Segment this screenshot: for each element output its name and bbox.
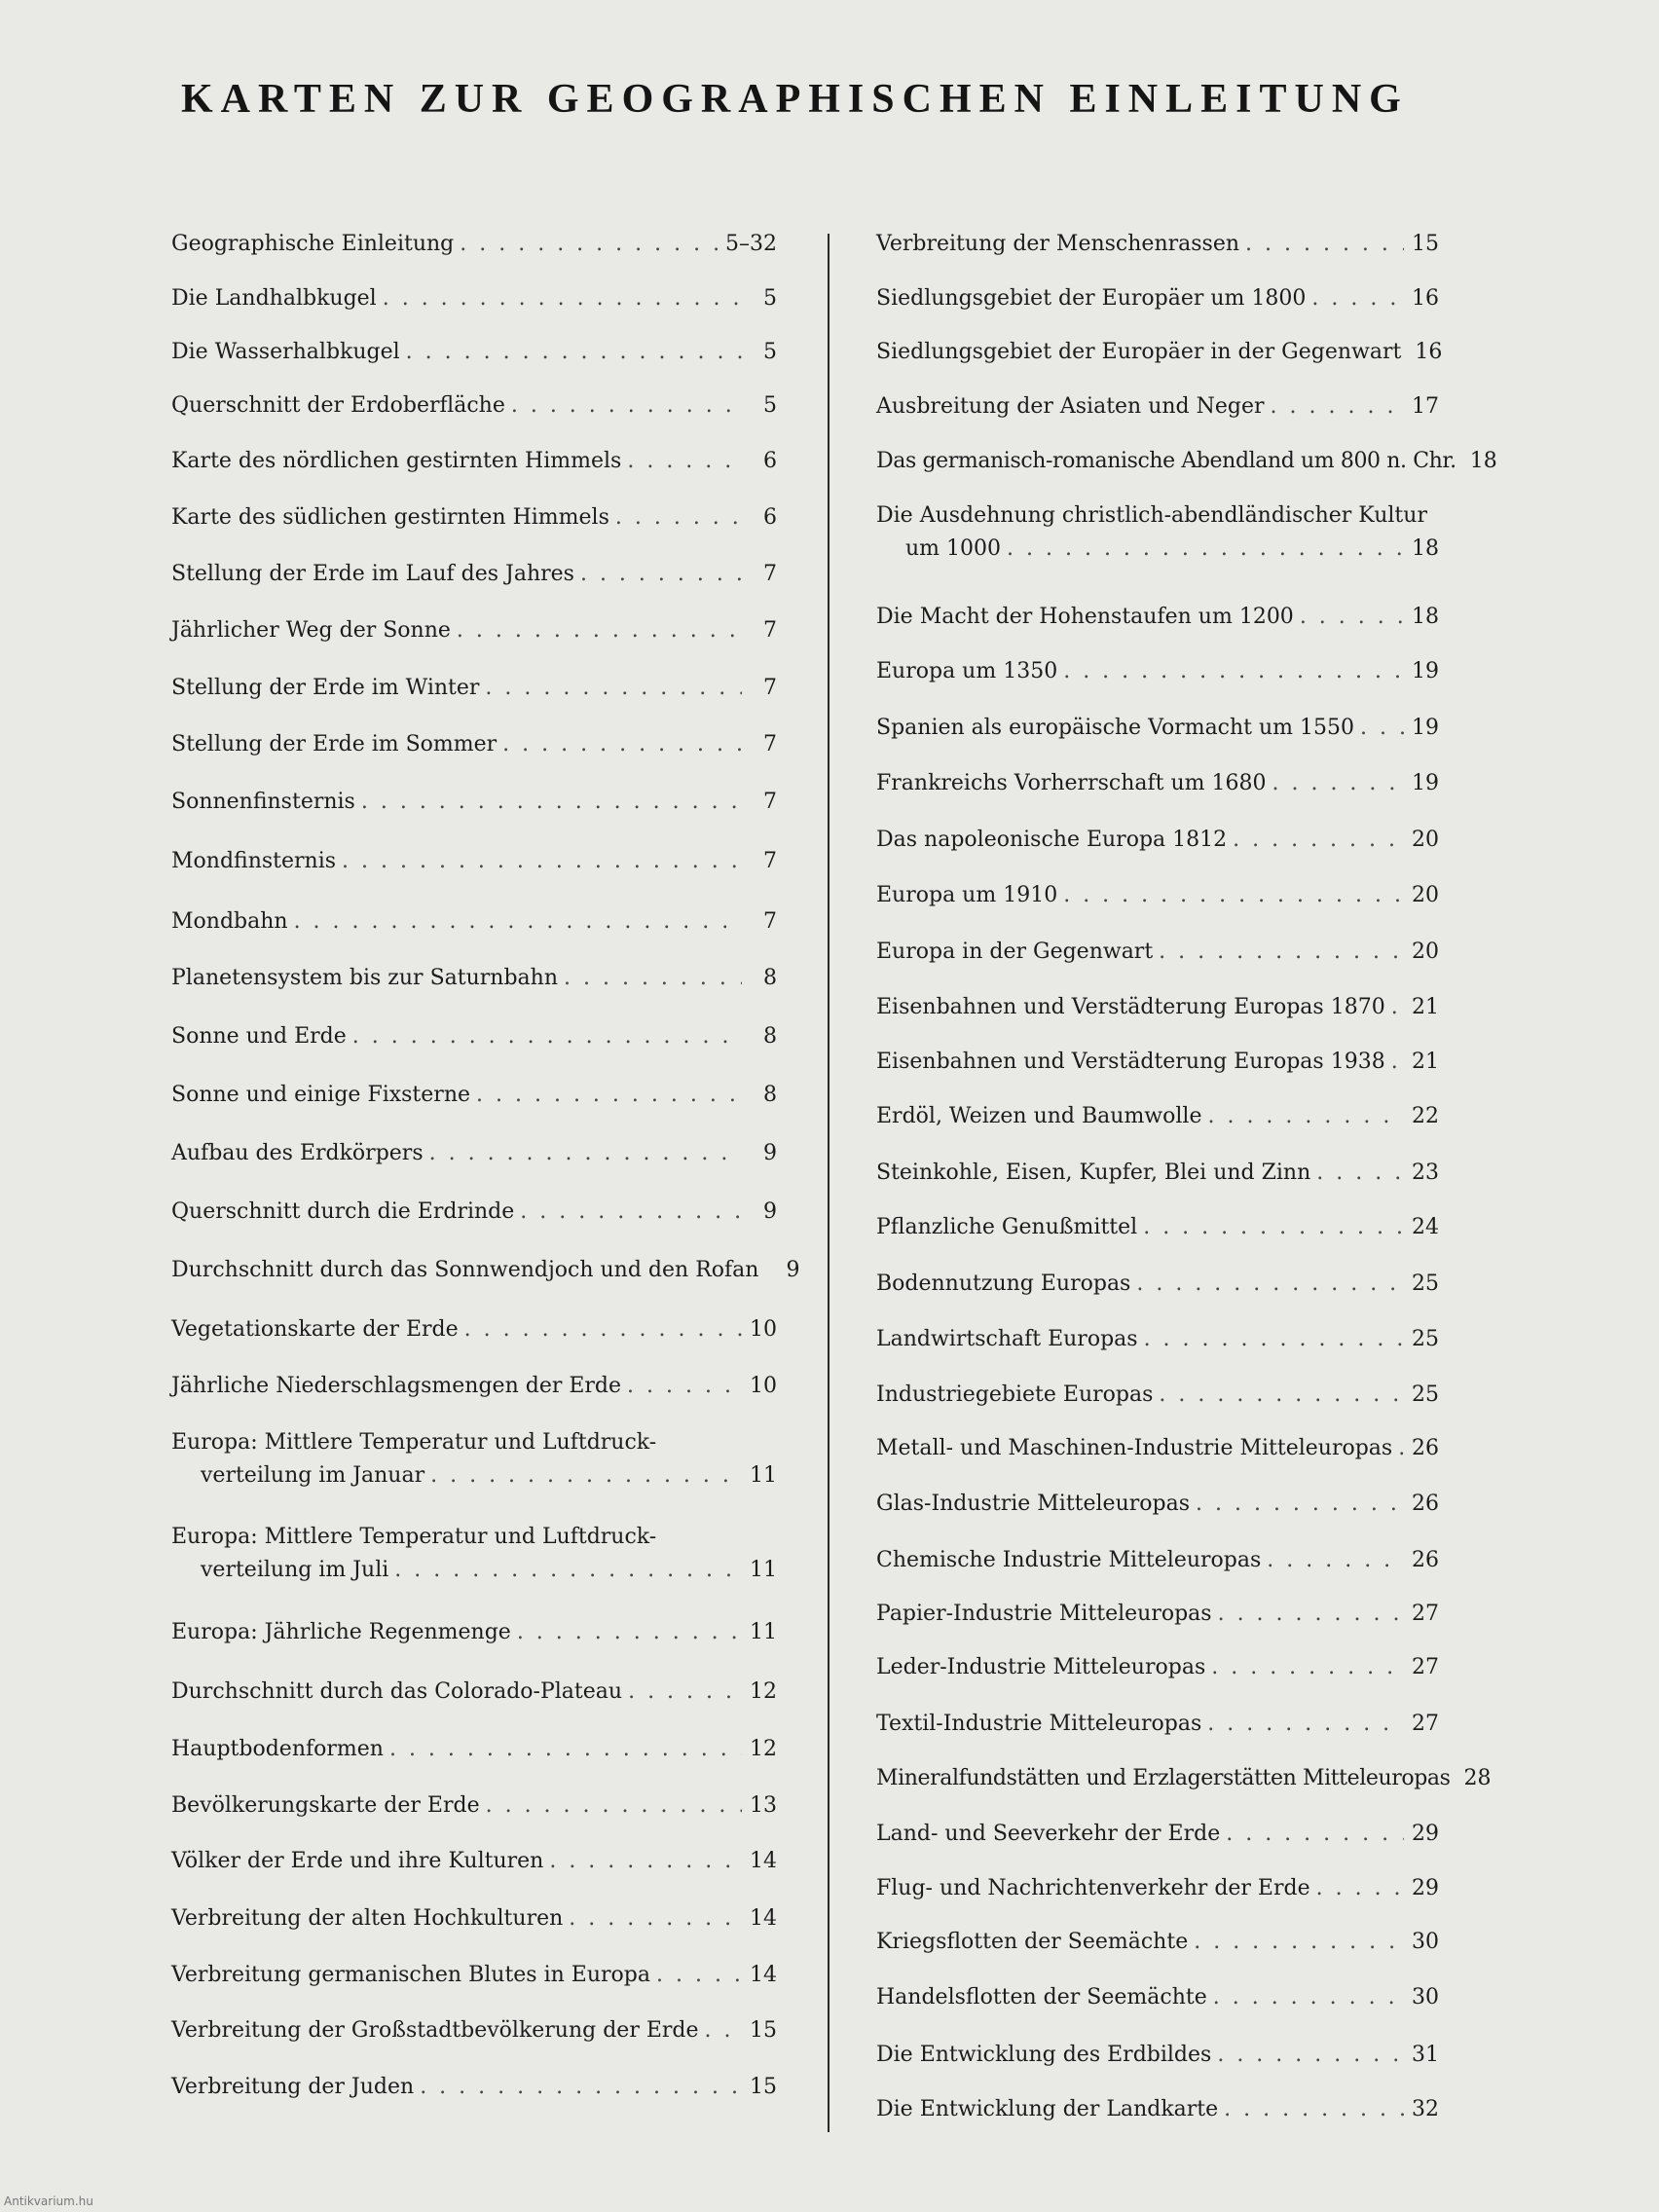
toc-entry — [876, 1981, 1439, 2014]
toc-entry-title: Das germanisch-romanische Abendland um 800 n. Chr. — [876, 449, 1456, 473]
toc-page-number: 30 — [1412, 1985, 1439, 2009]
toc-page-number: 14 — [750, 1849, 777, 1873]
dot-leader — [520, 1196, 742, 1229]
toc-entry — [876, 1488, 1439, 1521]
toc-entry-title: Die Wasserhalbkugel — [171, 340, 400, 364]
dot-leader — [1245, 228, 1404, 261]
toc-page-number: 31 — [1412, 2043, 1439, 2067]
toc-entry — [876, 879, 1439, 912]
toc-entry-title: Eisenbahnen und Verstädterung Europas 1938 — [876, 1050, 1385, 1074]
toc-entry — [876, 2093, 1439, 2126]
toc-entry — [171, 905, 777, 939]
dot-leader — [1224, 2093, 1404, 2126]
toc-entry-title: Papier-Industrie Mitteleuropas — [876, 1602, 1212, 1626]
toc-entry-title: Sonne und Erde — [171, 1024, 347, 1049]
toc-page-number: 24 — [1412, 1215, 1439, 1239]
dot-leader — [1271, 390, 1404, 424]
toc-entry — [171, 445, 777, 478]
dot-leader — [1316, 1872, 1404, 1905]
toc-entry-title: Querschnitt durch die Erdrinde — [171, 1199, 515, 1224]
toc-entry-title: Europa um 1350 — [876, 659, 1058, 683]
toc-page-number: 7 — [763, 732, 777, 756]
toc-page-number: 14 — [750, 1963, 777, 1987]
toc-entry — [171, 1020, 777, 1053]
toc-page-number: 6 — [763, 505, 777, 530]
dot-leader — [1226, 1818, 1404, 1851]
toc-entry — [171, 1079, 777, 1112]
dot-leader — [361, 786, 742, 819]
toc-page-number: 18 — [1469, 449, 1497, 473]
dot-leader — [1316, 1157, 1404, 1190]
toc-entry-title: Eisenbahnen und Verstädterung Europas 1870 — [876, 995, 1385, 1019]
toc-page-number: 30 — [1412, 1930, 1439, 1954]
dot-leader — [464, 1313, 742, 1346]
toc-entry-title: verteilung im Juli — [201, 1558, 389, 1582]
toc-entry-title: Sonnenfinsternis — [171, 790, 355, 814]
toc-entry — [876, 1323, 1439, 1356]
toc-page-number: 19 — [1412, 771, 1439, 795]
toc-page-number: 19 — [1412, 716, 1439, 740]
toc-entry — [171, 336, 777, 369]
toc-entry — [171, 1845, 777, 1878]
toc-page-number: 20 — [1412, 940, 1439, 964]
toc-page-number: 9 — [763, 1199, 777, 1224]
dot-leader — [705, 2014, 742, 2047]
toc-entry-title: Durchschnitt durch das Sonnwendjoch und den Rofan — [171, 1258, 759, 1282]
dot-leader — [627, 1370, 742, 1403]
toc-entry — [876, 1762, 1492, 1795]
toc-entry-title: Pflanzliche Genußmittel — [876, 1215, 1138, 1239]
toc-page-number: 17 — [1412, 394, 1439, 419]
dot-leader — [1063, 655, 1404, 688]
toc-entry-title: Völker der Erde und ihre Kulturen — [171, 1849, 544, 1873]
toc-entry — [876, 1708, 1439, 1741]
toc-entry-title: Verbreitung der Juden — [171, 2075, 415, 2099]
toc-page-number: 26 — [1412, 1492, 1439, 1516]
toc-entry — [876, 1100, 1439, 1133]
toc-page-number: 23 — [1412, 1161, 1439, 1185]
toc-entry — [171, 282, 777, 315]
toc-entry-title: Vegetationskarte der Erde — [171, 1317, 459, 1342]
toc-entry-title: Glas-Industrie Mitteleuropas — [876, 1492, 1190, 1516]
dot-leader — [1218, 1598, 1404, 1631]
toc-entry-title: Handelsflotten der Seemächte — [876, 1985, 1207, 2009]
toc-entry-title: Europa in der Gegenwart — [876, 940, 1154, 964]
toc-entry — [876, 1211, 1439, 1244]
toc-page-number: 29 — [1412, 1822, 1439, 1846]
toc-entry-title: Hauptbodenformen — [171, 1737, 384, 1761]
toc-entry — [876, 1651, 1439, 1684]
toc-entry-title: Frankreichs Vorherrschaft um 1680 — [876, 771, 1267, 795]
dot-leader — [1213, 1981, 1404, 2014]
toc-page-number: 7 — [763, 849, 777, 873]
toc-entry — [876, 1544, 1439, 1577]
dot-leader — [517, 1616, 742, 1649]
dot-leader — [656, 1959, 742, 1992]
toc-page-number: 11 — [750, 1463, 777, 1488]
dot-leader — [486, 1789, 742, 1823]
toc-entry-title: Sonne und einige Fixsterne — [171, 1083, 471, 1107]
toc-entry-title: Europa: Jährliche Regenmenge — [171, 1620, 511, 1644]
toc-page-number: 5–32 — [725, 232, 777, 256]
toc-entry — [876, 390, 1439, 424]
toc-page-number: 18 — [1412, 605, 1439, 629]
toc-entry-title: Mondfinsternis — [171, 849, 337, 873]
dot-leader — [485, 672, 742, 705]
toc-entry — [876, 1598, 1439, 1631]
toc-entry-title: Die Macht der Hohenstaufen um 1200 — [876, 605, 1294, 629]
toc-entry-title: Siedlungsgebiet der Europäer in der Gegenwart — [876, 340, 1402, 364]
dot-leader — [1159, 936, 1404, 969]
dot-leader — [1144, 1323, 1404, 1356]
dot-leader — [420, 2071, 742, 2104]
toc-entry — [876, 336, 1443, 369]
toc-entry — [876, 1872, 1439, 1905]
toc-page-number: 21 — [1412, 1050, 1439, 1074]
toc-entry-title-first-line: Europa: Mittlere Temperatur und Luftdruck- — [171, 1430, 657, 1455]
toc-entry — [171, 1733, 777, 1766]
toc-page-number: 20 — [1412, 828, 1439, 852]
dot-leader — [1194, 1926, 1404, 1959]
column-divider — [828, 234, 830, 2132]
toc-entry-title: Erdöl, Weizen und Baumwolle — [876, 1104, 1202, 1128]
dot-leader — [1063, 879, 1404, 912]
dot-leader — [628, 1676, 742, 1709]
toc-entry — [171, 1616, 777, 1649]
dot-leader — [383, 282, 742, 315]
toc-entry-title: Stellung der Erde im Lauf des Jahres — [171, 562, 574, 586]
toc-entry-title: Jährliche Niederschlagsmengen der Erde — [171, 1374, 622, 1398]
toc-entry-title: Bevölkerungskarte der Erde — [171, 1793, 480, 1818]
dot-leader — [429, 1137, 742, 1170]
toc-entry — [876, 1818, 1439, 1851]
toc-page-number: 19 — [1412, 659, 1439, 683]
toc-entry — [876, 499, 1439, 566]
dot-leader — [1398, 1432, 1404, 1465]
dot-leader — [1391, 1046, 1404, 1079]
toc-entry — [171, 845, 777, 878]
toc-entry-title: Geographische Einleitung — [171, 232, 455, 256]
toc-entry — [171, 786, 777, 819]
dot-leader — [569, 1902, 742, 1936]
dot-leader — [1007, 533, 1404, 566]
toc-page-number: 10 — [750, 1317, 777, 1342]
toc-page-number: 29 — [1412, 1876, 1439, 1900]
toc-entry — [876, 767, 1439, 800]
toc-entry — [876, 601, 1439, 634]
toc-page-number: 12 — [750, 1737, 777, 1761]
toc-entry — [171, 501, 777, 535]
toc-entry — [876, 2039, 1439, 2072]
dot-leader — [564, 962, 742, 995]
toc-page-number: 5 — [763, 340, 777, 364]
toc-entry-title: Industriegebiete Europas — [876, 1382, 1154, 1407]
toc-entry — [171, 1902, 777, 1936]
toc-entry — [876, 228, 1439, 261]
toc-entry — [876, 1157, 1439, 1190]
toc-page-number: 12 — [750, 1679, 777, 1704]
toc-page-number: 7 — [763, 790, 777, 814]
toc-page-number: 27 — [1412, 1712, 1439, 1736]
toc-page-number: 25 — [1412, 1327, 1439, 1351]
toc-entry-title: Mondbahn — [171, 909, 288, 934]
toc-entry — [171, 1959, 777, 1992]
toc-page-number: 16 — [1412, 286, 1439, 311]
dot-leader — [627, 445, 742, 478]
toc-entry-title: Land- und Seeverkehr der Erde — [876, 1822, 1221, 1846]
toc-page-number: 15 — [750, 2018, 777, 2043]
toc-page-number: 6 — [763, 449, 777, 473]
dot-leader — [1272, 767, 1404, 800]
toc-entry — [171, 614, 777, 647]
toc-entry-title: um 1000 — [905, 536, 1002, 561]
dot-leader — [352, 1020, 742, 1053]
dot-leader — [476, 1079, 742, 1112]
toc-entry — [876, 1268, 1439, 1301]
toc-page-number: 26 — [1412, 1548, 1439, 1572]
toc-entry-title: Verbreitung der Menschenrassen — [876, 232, 1240, 256]
toc-page-number: 21 — [1412, 995, 1439, 1019]
toc-entry-title: Flug- und Nachrichtenverkehr der Erde — [876, 1876, 1310, 1900]
toc-page-number: 28 — [1463, 1766, 1492, 1790]
toc-entry-title: Jährlicher Weg der Sonne — [171, 618, 451, 643]
toc-entry — [876, 1432, 1439, 1465]
toc-entry-title: Ausbreitung der Asiaten und Neger — [876, 394, 1265, 419]
dot-leader — [1211, 1651, 1404, 1684]
dot-leader — [511, 389, 742, 423]
toc-entry — [876, 1926, 1439, 1959]
toc-entry-title: Die Entwicklung des Erdbildes — [876, 2043, 1212, 2067]
toc-entry-title: Stellung der Erde im Sommer — [171, 732, 498, 756]
toc-entry — [876, 1046, 1439, 1079]
toc-entry — [171, 1137, 777, 1170]
toc-page-number: 20 — [1412, 883, 1439, 907]
toc-entry — [876, 445, 1497, 478]
toc-entry — [171, 1676, 777, 1709]
dot-leader — [389, 1733, 742, 1766]
toc-entry-title: Kriegsflotten der Seemächte — [876, 1930, 1189, 1954]
dot-leader — [1391, 991, 1404, 1024]
toc-page-number: 11 — [750, 1558, 777, 1582]
toc-page-number: 9 — [763, 1141, 777, 1165]
toc-entry-title: Karte des nördlichen gestirnten Himmels — [171, 449, 622, 473]
toc-entry-title: Stellung der Erde im Winter — [171, 676, 480, 700]
toc-entry — [171, 1426, 777, 1493]
toc-entry-title: Karte des südlichen gestirnten Himmels — [171, 505, 609, 530]
toc-page-number: 16 — [1415, 340, 1443, 364]
toc-page-number: 27 — [1412, 1655, 1439, 1679]
toc-page-number: 11 — [750, 1620, 777, 1644]
page-title: KARTEN ZUR GEOGRAPHISCHEN EINLEITUNG — [181, 77, 1409, 122]
toc-page-number: 5 — [763, 286, 777, 311]
dot-leader — [406, 336, 742, 369]
toc-page-number: 25 — [1412, 1382, 1439, 1407]
toc-entry — [171, 1521, 777, 1587]
dot-leader — [1267, 1544, 1404, 1577]
toc-entry — [171, 228, 777, 261]
dot-leader — [1300, 601, 1404, 634]
toc-entry-title: Verbreitung der Großstadtbevölkerung der Erde — [171, 2018, 699, 2043]
toc-entry — [171, 1789, 777, 1823]
dot-leader — [549, 1845, 742, 1878]
toc-entry — [171, 1370, 777, 1403]
toc-entry-title: Die Entwicklung der Landkarte — [876, 2097, 1219, 2121]
dot-leader — [394, 1554, 742, 1587]
toc-entry-title: Leder-Industrie Mitteleuropas — [876, 1655, 1206, 1679]
dot-leader — [430, 1459, 742, 1493]
toc-page-number: 8 — [763, 1024, 777, 1049]
toc-entry — [171, 389, 777, 423]
toc-entry-title: Mineralfundstätten und Erzlagerstätten Mitteleuropas — [876, 1766, 1451, 1790]
toc-entry-title: Planetensystem bis zur Saturnbahn — [171, 966, 558, 990]
dot-leader — [1159, 1379, 1404, 1412]
toc-page-number: 7 — [763, 676, 777, 700]
dot-leader — [502, 728, 742, 761]
toc-entry-title: Europa um 1910 — [876, 883, 1058, 907]
toc-entry — [171, 2071, 777, 2104]
dot-leader — [457, 614, 742, 647]
toc-page-number: 8 — [763, 966, 777, 990]
toc-entry — [171, 728, 777, 761]
toc-entry-title: Metall- und Maschinen-Industrie Mitteleuropas — [876, 1436, 1393, 1460]
toc-entry-title: Chemische Industrie Mitteleuropas — [876, 1548, 1262, 1572]
toc-entry — [171, 1196, 777, 1229]
toc-page-number: 18 — [1412, 536, 1439, 561]
toc-entry — [876, 712, 1439, 745]
dot-leader — [615, 501, 742, 535]
toc-entry-title: verteilung im Januar — [201, 1463, 425, 1488]
toc-entry — [876, 655, 1439, 688]
toc-page-number: 7 — [763, 562, 777, 586]
toc-entry-title-first-line: Europa: Mittlere Temperatur und Luftdruck- — [171, 1525, 657, 1549]
toc-entry — [171, 558, 777, 591]
toc-entry-title-first-line: Die Ausdehnung christlich-abendländischer Kultur — [876, 503, 1427, 528]
dot-leader — [342, 845, 742, 878]
dot-leader — [1360, 712, 1404, 745]
toc-page-number: 8 — [763, 1083, 777, 1107]
toc-entry-title: Durchschnitt durch das Colorado-Plateau — [171, 1679, 623, 1704]
toc-entry-title: Querschnitt der Erdoberfläche — [171, 393, 505, 418]
toc-entry — [876, 936, 1439, 969]
toc-page-number: 25 — [1412, 1272, 1439, 1296]
toc-page-number: 22 — [1412, 1104, 1439, 1128]
toc-entry-title: Die Landhalbkugel — [171, 286, 377, 311]
dot-leader — [1196, 1488, 1404, 1521]
dot-leader — [1217, 2039, 1404, 2072]
toc-entry-title: Textil-Industrie Mitteleuropas — [876, 1712, 1202, 1736]
watermark: Antikvarium.hu — [4, 2194, 93, 2208]
toc-entry — [876, 1379, 1439, 1412]
toc-entry-title: Das napoleonische Europa 1812 — [876, 828, 1228, 852]
toc-entry-title: Steinkohle, Eisen, Kupfer, Blei und Zinn — [876, 1161, 1311, 1185]
toc-page-number: 15 — [750, 2075, 777, 2099]
toc-page-number: 27 — [1412, 1602, 1439, 1626]
toc-page-number: 13 — [750, 1793, 777, 1818]
dot-leader — [580, 558, 742, 591]
dot-leader — [460, 228, 719, 261]
toc-entry-title: Landwirtschaft Europas — [876, 1327, 1138, 1351]
toc-entry — [876, 991, 1439, 1024]
toc-entry-title: Spanien als europäische Vormacht um 1550 — [876, 716, 1355, 740]
toc-entry — [171, 1313, 777, 1346]
toc-page-number: 10 — [750, 1374, 777, 1398]
toc-entry-title: Aufbau des Erdkörpers — [171, 1141, 424, 1165]
toc-entry — [171, 672, 777, 705]
toc-page-number: 9 — [786, 1258, 800, 1282]
toc-entry-title: Verbreitung der alten Hochkulturen — [171, 1906, 564, 1931]
dot-leader — [1136, 1268, 1404, 1301]
toc-page-number: 26 — [1412, 1436, 1439, 1460]
toc-entry — [876, 282, 1439, 315]
toc-page-number: 7 — [763, 618, 777, 643]
dot-leader — [1207, 1100, 1404, 1133]
toc-entry — [171, 962, 777, 995]
toc-entry — [876, 824, 1439, 857]
dot-leader — [294, 905, 742, 939]
dot-leader — [1233, 824, 1404, 857]
toc-entry — [171, 2014, 777, 2047]
toc-entry — [171, 1254, 800, 1287]
toc-entry-title: Siedlungsgebiet der Europäer um 1800 — [876, 286, 1307, 311]
toc-page-number: 7 — [763, 909, 777, 934]
dot-leader — [1207, 1708, 1404, 1741]
toc-page-number: 15 — [1412, 232, 1439, 256]
dot-leader — [1143, 1211, 1404, 1244]
toc-entry-title: Verbreitung germanischen Blutes in Europa — [171, 1963, 650, 1987]
toc-page-number: 32 — [1412, 2097, 1439, 2121]
toc-page-number: 14 — [750, 1906, 777, 1931]
toc-entry-title: Bodennutzung Europas — [876, 1272, 1131, 1296]
toc-page-number: 5 — [763, 393, 777, 418]
dot-leader — [1311, 282, 1404, 315]
